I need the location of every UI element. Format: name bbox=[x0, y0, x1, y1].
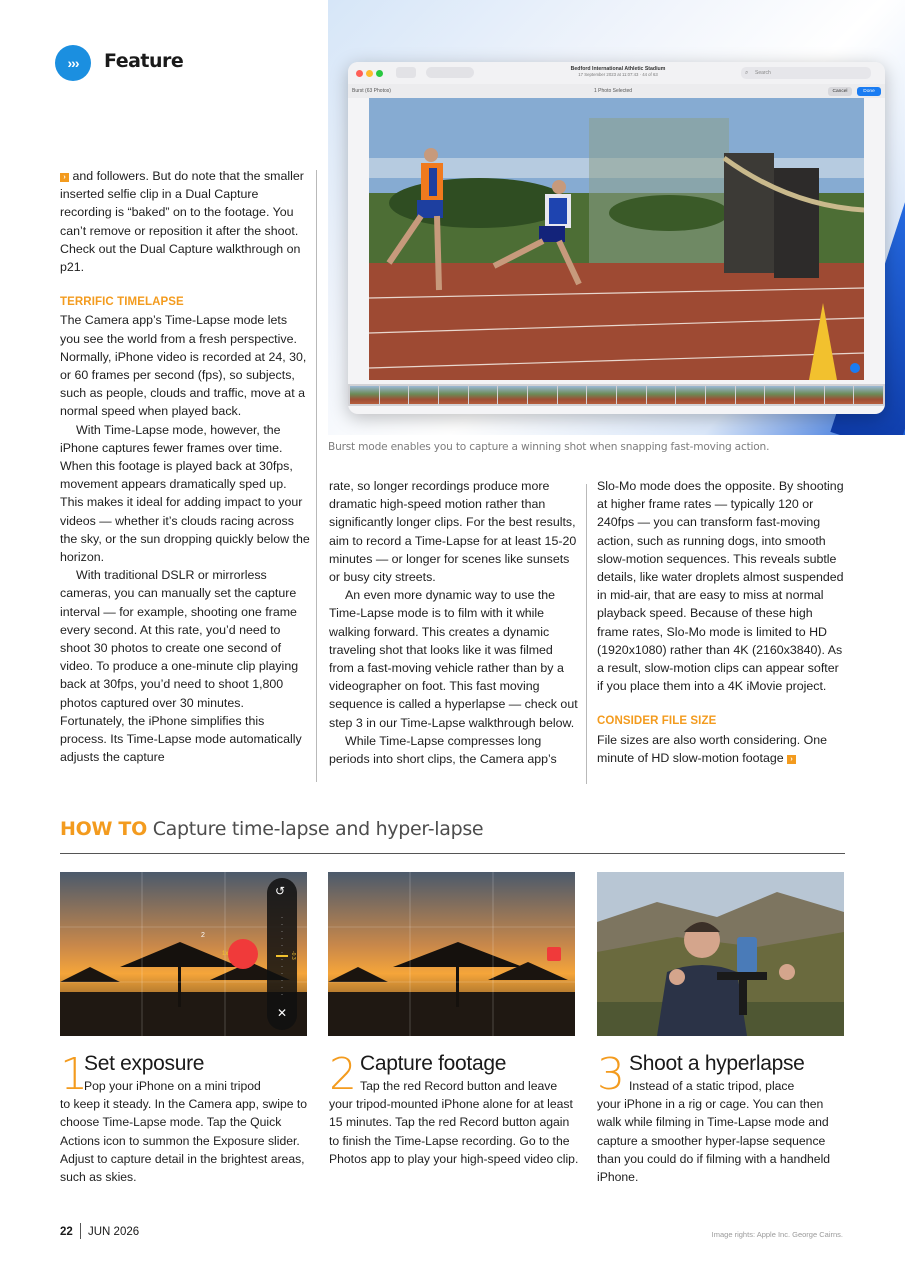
burst-thumbnail[interactable] bbox=[350, 386, 379, 404]
burst-thumbnail[interactable] bbox=[439, 386, 468, 404]
burst-label: Burst (63 Photos) bbox=[352, 88, 391, 94]
close-slider-icon[interactable]: ✕ bbox=[277, 1006, 288, 1020]
divider bbox=[60, 853, 845, 854]
step-3-image bbox=[597, 872, 844, 1036]
paragraph: With Time-Lapse mode, however, the iPhone captures fewer frames over time. When this footage is played back at 30fps, movement appears dramatically sped up. This makes it ideal for adding impact to your videos — whether it’s clouds racing across the sky, or the sun dropping quickly below the horizon. bbox=[60, 422, 310, 565]
burst-thumbnail[interactable] bbox=[854, 386, 883, 404]
step-3-number: 3 bbox=[597, 1049, 625, 1100]
burst-thumbnail[interactable] bbox=[528, 386, 557, 404]
section-logo-icon: ››› bbox=[55, 45, 91, 81]
burst-thumbnail[interactable] bbox=[706, 386, 735, 404]
minimize-window-icon[interactable] bbox=[366, 70, 373, 77]
burst-thumbnail[interactable] bbox=[736, 386, 765, 404]
search-icon: ⌕ bbox=[745, 70, 749, 76]
burst-thumbnail[interactable] bbox=[380, 386, 409, 404]
howto-title-text: Capture time-lapse and hyper-lapse bbox=[152, 818, 484, 840]
cancel-button[interactable]: Cancel bbox=[828, 87, 852, 96]
step-3-body bbox=[597, 1077, 847, 1186]
burst-thumbnail[interactable] bbox=[795, 386, 824, 404]
title-bar bbox=[348, 62, 885, 84]
article-column-3 bbox=[597, 477, 847, 767]
image-caption: Burst mode enables you to capture a winning shot when snapping fast-moving action. bbox=[328, 441, 770, 453]
burst-filmstrip[interactable] bbox=[348, 384, 885, 406]
hero-image bbox=[328, 0, 905, 435]
paragraph: Slo-Mo mode does the opposite. By shooting at higher frame rates — typically 120 or 240fps — you can transform fast-moving action, such as running dogs, into smooth slow-motion sequences. This reveals subtle details, like water droplets almost suspended in mid-air, that are easy to miss at normal playback speed. Because of these high frame rates, Slo-Mo mode is limited to HD (1920x1080) rather than 4K (2160x3840). As a result, slow-motion clips can appear softer if you place them into a 4K iMovie project. bbox=[597, 479, 844, 694]
step-1-number: 1 bbox=[60, 1049, 88, 1100]
footer-divider bbox=[80, 1223, 81, 1239]
page-number: 22 bbox=[60, 1226, 73, 1238]
paragraph: While Time-Lapse compresses long periods into short clips, the Camera app’s bbox=[329, 733, 557, 767]
step-2-text: your tripod-mounted iPhone alone for at least 15 minutes. Tap the red Record button again to finish the Time-Lapse recording. Go to the Photos app to play your high-speed video clip. bbox=[329, 1097, 579, 1166]
paragraph: An even more dynamic way to use the Time-Lapse mode is to film with it while walking forward. This creates a dynamic traveling shot that looks like it was filmed from a fast-moving vehicle rather than by a videographer on foot. This fast moving sequence is called a hyperlapse — check out step 3 in our Time-Lapse walkthrough below. bbox=[329, 588, 578, 730]
step-1-heading: Set exposure bbox=[84, 1052, 205, 1075]
burst-thumbnail[interactable] bbox=[558, 386, 587, 404]
step-1-image bbox=[60, 872, 307, 1036]
close-window-icon[interactable] bbox=[356, 70, 363, 77]
burst-thumbnail[interactable] bbox=[765, 386, 794, 404]
step-1-text: to keep it steady. In the Camera app, swipe to choose Time-Lapse mode. Tap the Quick Actions icon to summon the Exposure slider. Adjust to capture detail in the brightest areas, such as skies. bbox=[60, 1097, 308, 1185]
selection-count: 1 Photo Selected bbox=[594, 88, 633, 94]
paragraph: With traditional DSLR or mirrorless cameras, you can manually set the capture interval — for example, shooting one frame every second. At this rate, you’d need to shoot 30 photos to create one second of video. To produce a one-minute clip playing back at 30fps, you’d need to shoot 1,800 photos captured over 30 minutes. Fortunately, the iPhone simplifies this process. Its Time-Lapse mode automatically adjusts the capture bbox=[60, 568, 302, 765]
step-3-lead: Instead of a static tripod, place bbox=[629, 1079, 795, 1093]
selected-burst-photo bbox=[369, 98, 864, 380]
burst-thumbnail[interactable] bbox=[587, 386, 616, 404]
paragraph-text: File sizes are also worth considering. One minute of HD slow-motion footage bbox=[597, 732, 828, 765]
step-2-heading: Capture footage bbox=[360, 1052, 507, 1075]
athletics-photo bbox=[369, 98, 864, 380]
people-filter-icon[interactable] bbox=[396, 67, 416, 78]
search-input[interactable] bbox=[741, 67, 871, 79]
step-2-lead: Tap the red Record button and leave bbox=[360, 1079, 558, 1093]
done-button[interactable]: Done bbox=[857, 87, 881, 96]
burst-thumbnail[interactable] bbox=[825, 386, 854, 404]
window-title bbox=[528, 66, 708, 78]
burst-thumbnail[interactable] bbox=[647, 386, 676, 404]
burst-thumbnail[interactable] bbox=[469, 386, 498, 404]
paragraph-text: and followers. But do note that the smaller inserted selfie clip in a Dual Capture recording is “baked” on to the footage. You can’t remove or reposition it after the shoot. Check out the Dual Capture walkthrough on p21. bbox=[60, 169, 304, 275]
zoom-window-icon[interactable] bbox=[376, 70, 383, 77]
burst-thumbnail[interactable] bbox=[498, 386, 527, 404]
paragraph bbox=[597, 731, 847, 767]
search-placeholder: Search bbox=[755, 70, 771, 76]
zoom-2x-label[interactable]: 2 bbox=[201, 932, 205, 939]
zoom-slider[interactable] bbox=[426, 67, 474, 78]
window-subtitle: 17 September 2023 at 11:07:43 · 44 of 63 bbox=[578, 72, 658, 77]
burst-thumbnail[interactable] bbox=[676, 386, 705, 404]
howto-lead: HOW TO bbox=[60, 818, 147, 840]
paragraph: rate, so longer recordings produce more dramatic high-speed motion rather than significantly longer clips. For the best results, aim to record a Time-Lapse for at least 15-20 minutes — or longer for scenes like sunsets or busy city streets. bbox=[329, 479, 577, 585]
step-2-image bbox=[328, 872, 575, 1036]
hyperlapse-rig-photo bbox=[597, 872, 844, 1036]
step-1-lead: Pop your iPhone on a mini tripod bbox=[84, 1079, 261, 1093]
photos-app-window bbox=[348, 62, 885, 414]
step-2-number: 2 bbox=[329, 1049, 357, 1100]
subheading: CONSIDER FILE SIZE bbox=[597, 715, 717, 728]
column-rule-left bbox=[316, 170, 317, 782]
article-column-1 bbox=[60, 167, 310, 767]
step-1-body bbox=[60, 1077, 310, 1186]
article-column-2 bbox=[329, 477, 579, 768]
issue-date: JUN 2026 bbox=[88, 1226, 140, 1238]
reset-icon[interactable]: ↺ bbox=[275, 884, 286, 898]
burst-thumbnail[interactable] bbox=[617, 386, 646, 404]
step-2-body bbox=[329, 1077, 579, 1168]
section-title: Feature bbox=[104, 50, 184, 72]
image-credit: Image rights: Apple Inc. George Cairns. bbox=[711, 1230, 843, 1239]
exposure-value: -0.3 bbox=[290, 951, 296, 960]
howto-title bbox=[60, 818, 483, 840]
step-3-text: your iPhone in a rig or cage. You can then walk while filming in Time-Lapse mode and capture a smoother hyper-lapse sequence than you could do if filming with a handheld iPhone. bbox=[597, 1097, 831, 1185]
step-3-heading: Shoot a hyperlapse bbox=[629, 1052, 805, 1075]
continues-arrow-icon: › bbox=[787, 755, 796, 764]
paragraph bbox=[60, 167, 310, 276]
window-title-text: Bedford International Athletic Stadium bbox=[570, 66, 666, 72]
continued-arrow-icon: › bbox=[60, 173, 69, 182]
burst-thumbnail[interactable] bbox=[409, 386, 438, 404]
burst-toolbar bbox=[348, 84, 885, 98]
zoom-1x-label[interactable]: 1x bbox=[222, 951, 229, 957]
column-rule-right bbox=[586, 484, 587, 784]
sunset-camera-screenshot bbox=[60, 872, 307, 1036]
subheading: TERRIFIC TIMELAPSE bbox=[60, 296, 184, 309]
paragraph: The Camera app’s Time-Lapse mode lets you see the world from a fresh perspective. Normally, iPhone video is recorded at 24, 30, or 60 frames per second (fps), so subjects, such as people, clouds and traffic, move at a normal speed when played back. bbox=[60, 313, 307, 419]
sunset-recording-screenshot bbox=[328, 872, 575, 1036]
